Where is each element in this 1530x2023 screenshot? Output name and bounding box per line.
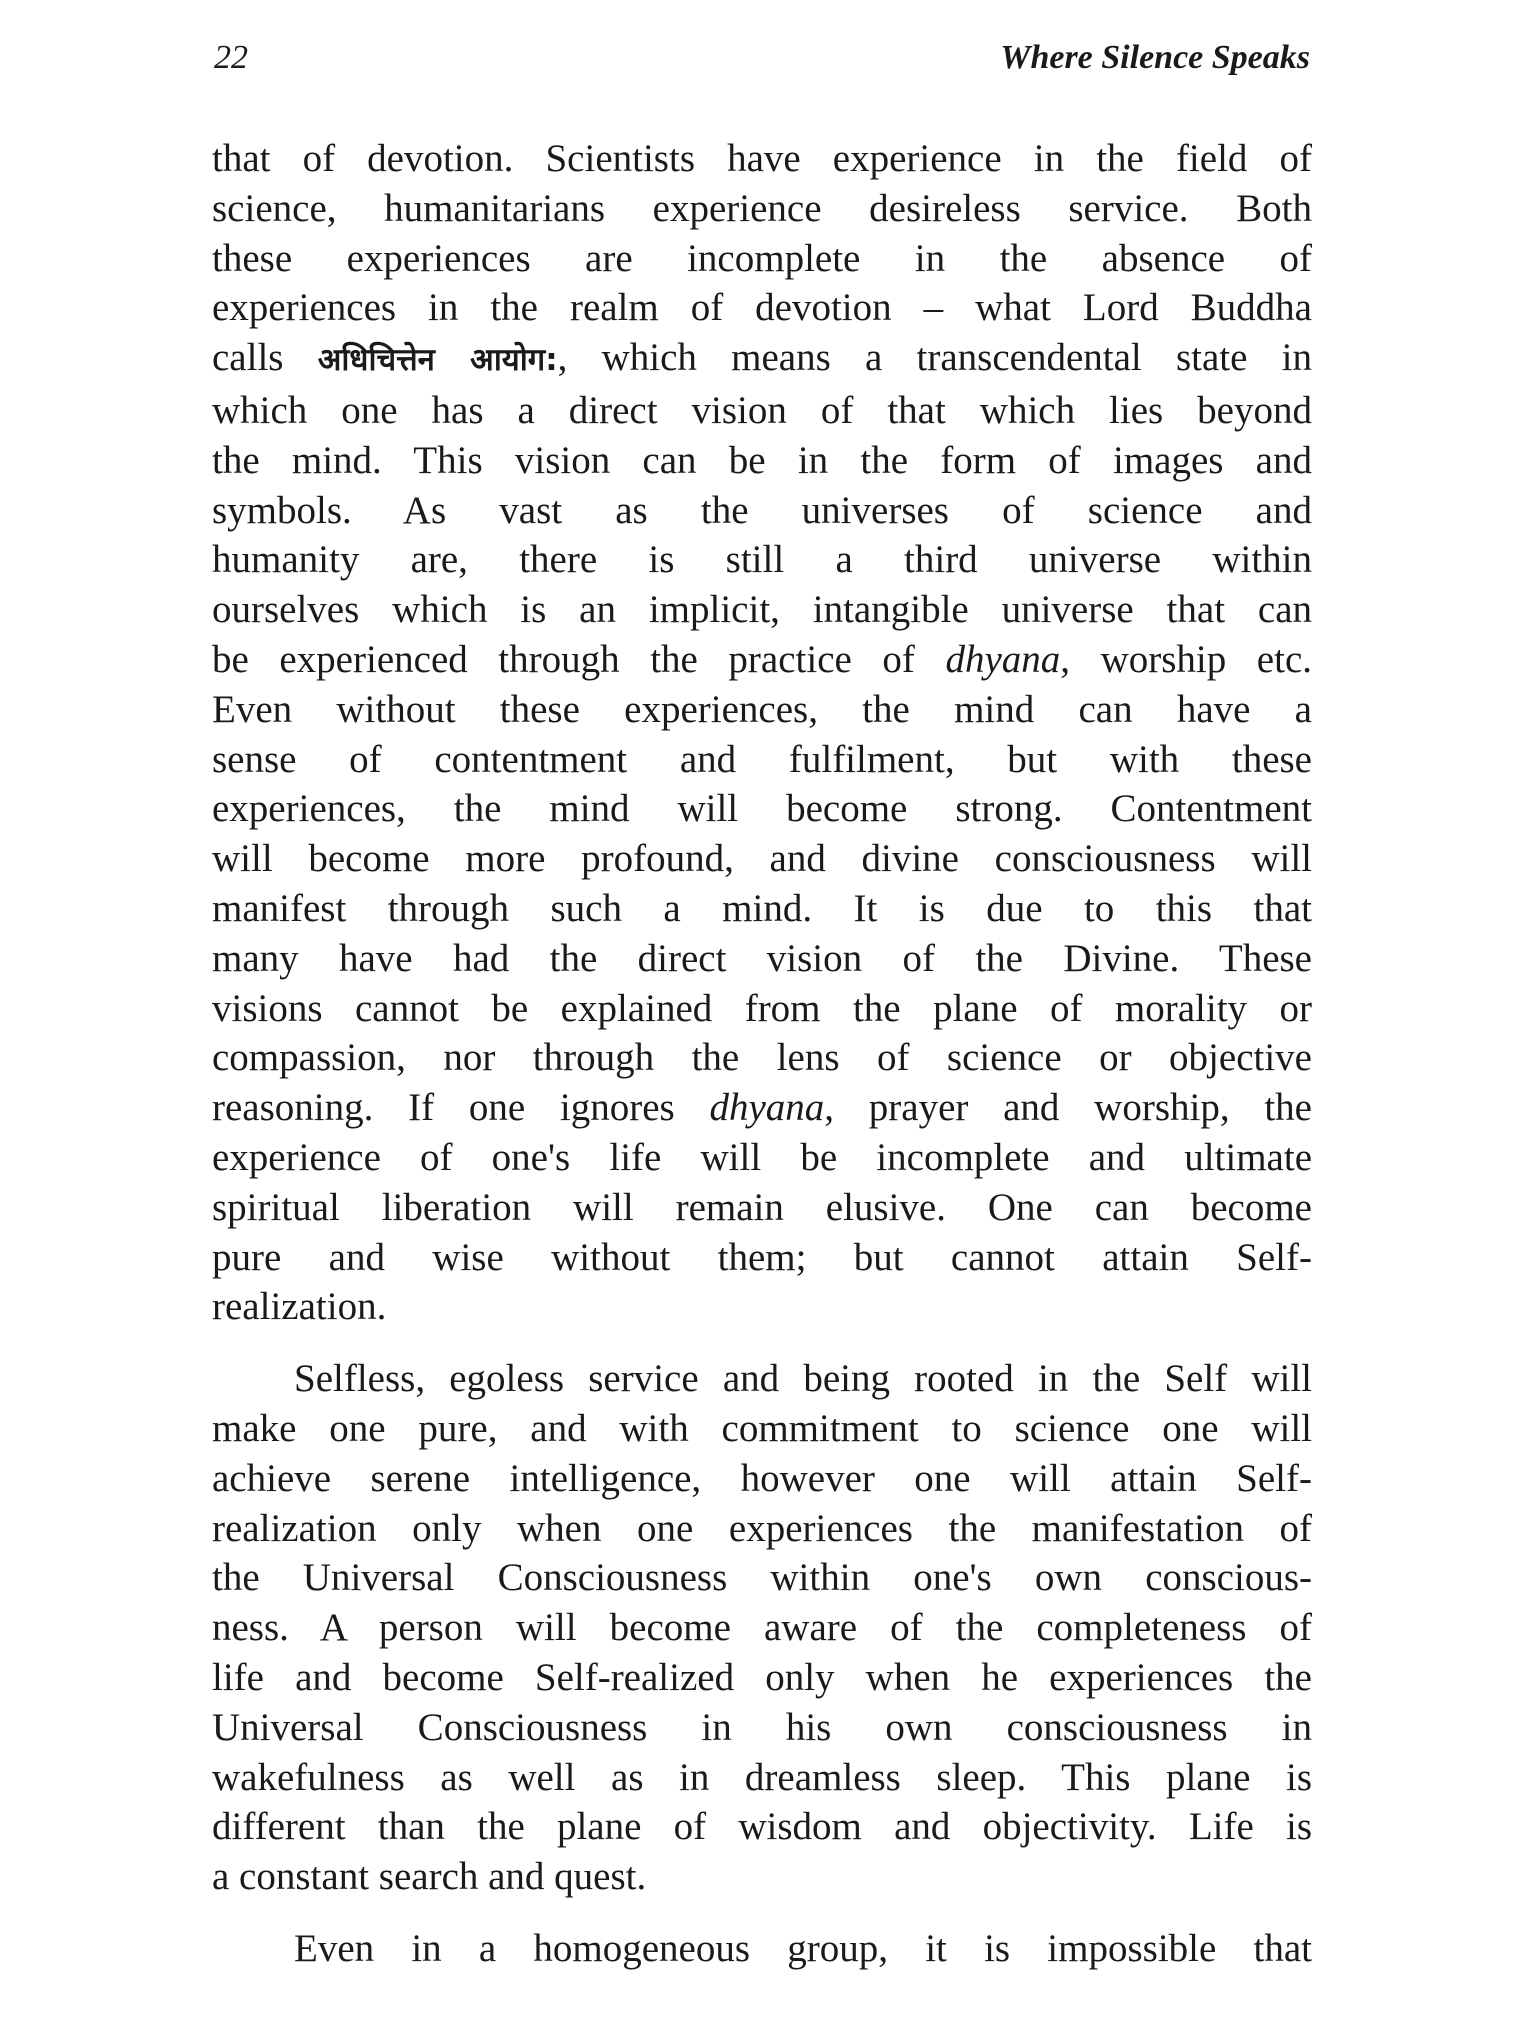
text-line-with-term xyxy=(212,635,1312,685)
text-line: Even without these experiences, the mind can have a xyxy=(212,687,1312,731)
text-fragment: , worship etc. xyxy=(1060,637,1312,681)
italic-term: dhyana xyxy=(709,1086,825,1130)
paragraph-1 xyxy=(212,134,1312,1332)
text-line: that of devotion. Scientists have experience in the field of xyxy=(212,137,1312,180)
text-line: ness. A person will become aware of the completeness of xyxy=(212,1606,1312,1650)
text-line: humanity are, there is still a third universe within xyxy=(212,538,1312,582)
text-line: achieve serene intelligence, however one will attain Self- xyxy=(212,1456,1312,1500)
text-fragment: , prayer and worship, the xyxy=(824,1086,1312,1130)
text-line: compassion, nor through the lens of science or objective xyxy=(212,1036,1312,1080)
text-line: life and become Self-realized only when he experiences the xyxy=(212,1655,1312,1699)
sanskrit-term: अधिचित्तेन आयोग: xyxy=(317,342,558,379)
text-line: which one has a direct vision of that which lies beyond xyxy=(212,388,1312,432)
text-line: Universal Consciousness in his own consciousness in xyxy=(212,1705,1312,1749)
text-line: experiences, the mind will become strong. Contentment xyxy=(212,787,1312,831)
text-line-with-term xyxy=(212,1083,1312,1133)
text-line: realization. xyxy=(212,1285,387,1329)
text-line: Selfless, egoless service and being rooted in the Self will xyxy=(294,1357,1312,1401)
running-title: Where Silence Speaks xyxy=(1000,39,1310,76)
text-line: spiritual liberation will remain elusive. One can become xyxy=(212,1185,1312,1229)
text-line: ourselves which is an implicit, intangible universe that can xyxy=(212,588,1312,632)
text-line: many have had the direct vision of the Divine. These xyxy=(212,936,1312,980)
text-line: Even in a homogeneous group, it is impossible that xyxy=(294,1926,1312,1970)
text-line: will become more profound, and divine consciousness will xyxy=(212,837,1312,881)
text-line: science, humanitarians experience desireless service. Both xyxy=(212,186,1312,230)
text-line: experiences in the realm of devotion – what Lord Buddha xyxy=(212,286,1312,330)
running-head xyxy=(214,28,1310,88)
paragraph-2 xyxy=(212,1354,1312,1902)
text-line: these experiences are incomplete in the absence of xyxy=(212,236,1312,280)
text-line: make one pure, and with commitment to science one will xyxy=(212,1406,1312,1450)
paragraph-3 xyxy=(212,1924,1312,1974)
text-line: realization only when one experiences the manifestation of xyxy=(212,1506,1312,1550)
text-line: the mind. This vision can be in the form of images and xyxy=(212,438,1312,482)
text-fragment: reasoning. If one ignores xyxy=(212,1086,675,1130)
text-line: symbols. As vast as the universes of science and xyxy=(212,488,1312,532)
text-line: experience of one's life will be incomplete and ultimate xyxy=(212,1135,1312,1179)
body-text xyxy=(212,134,1312,1974)
text-line: pure and wise without them; but cannot attain Self- xyxy=(212,1235,1312,1279)
text-line: the Universal Consciousness within one's own conscious- xyxy=(212,1556,1312,1600)
page-number: 22 xyxy=(214,39,248,76)
text-fragment: , which means a transcendental state in xyxy=(557,336,1312,380)
text-fragment: calls xyxy=(212,336,284,380)
text-line-with-sanskrit xyxy=(212,333,1312,386)
text-line: wakefulness as well as in dreamless sleep. This plane is xyxy=(212,1755,1312,1799)
text-fragment: be experienced through the practice of xyxy=(212,637,915,681)
text-line: visions cannot be explained from the plane of morality or xyxy=(212,986,1312,1030)
italic-term: dhyana xyxy=(945,637,1061,681)
text-line: different than the plane of wisdom and objectivity. Life is xyxy=(212,1805,1312,1849)
text-line: sense of contentment and fulfilment, but with these xyxy=(212,737,1312,781)
text-line: manifest through such a mind. It is due to this that xyxy=(212,886,1312,930)
text-line: a constant search and quest. xyxy=(212,1855,647,1899)
